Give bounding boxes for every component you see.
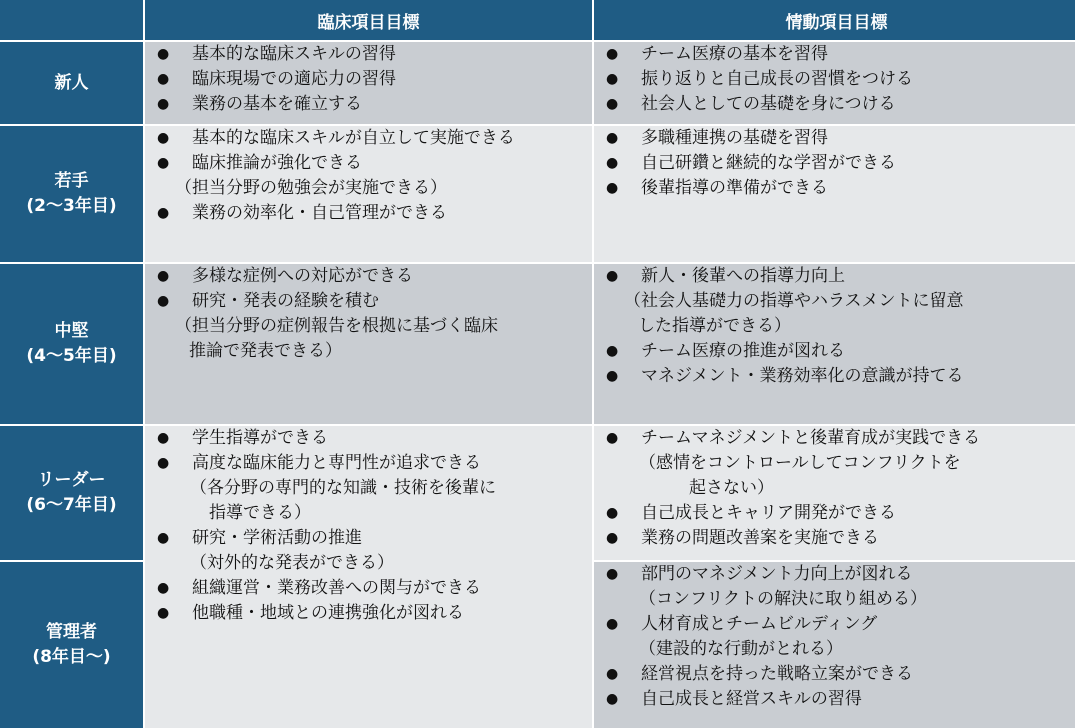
list-item-text: 社会人としての基礎を身につける — [641, 94, 896, 114]
list-item-text: チームマネジメントと後輩育成が実践できる — [641, 428, 981, 448]
bullet-icon: ● — [606, 155, 619, 171]
list-item-text: 基本的な臨床スキルが自立して実施できる — [192, 128, 515, 148]
list-item — [594, 662, 1075, 687]
row-label-text: リーダー — [37, 470, 106, 490]
list-item — [594, 687, 1075, 712]
list-subnote: （社会人基礎力の指導やハラスメントに留意 — [624, 291, 964, 311]
list-item-text: 部門のマネジメント力向上が図れる — [641, 564, 913, 584]
list-item-text: 臨床推論が強化できる — [192, 153, 362, 173]
list-subnote: （感情をコントロールしてコンフリクトを — [639, 453, 961, 473]
list-item — [145, 201, 592, 226]
list-item-text: 臨床現場での適応力の習得 — [192, 69, 396, 89]
bullet-icon: ● — [157, 530, 170, 546]
row-label-leader — [0, 426, 143, 560]
list-item-text: 基本的な臨床スキルの習得 — [192, 44, 396, 64]
list-item — [594, 526, 1075, 551]
row-label-text: 中堅 — [54, 321, 89, 341]
list-subnote: （担当分野の勉強会が実施できる） — [175, 178, 447, 198]
list-item — [145, 92, 592, 117]
cell-leader-manager-clinical — [145, 426, 592, 728]
list-item — [594, 426, 1075, 451]
list-item — [145, 67, 592, 92]
list-item-text: チーム医療の基本を習得 — [641, 44, 828, 64]
list-item — [594, 364, 1075, 389]
list-subnote: （コンフリクトの解決に取り組める） — [639, 589, 927, 609]
list-item — [145, 526, 592, 551]
header-clinical: 臨床項目目標 — [145, 0, 592, 40]
bullet-icon: ● — [606, 96, 619, 112]
list-item — [145, 126, 592, 151]
row-label-text: (2〜3年目) — [26, 196, 117, 216]
row-label-text: 管理者 — [46, 622, 97, 642]
list-item-text: 業務の問題改善案を実施できる — [641, 528, 879, 548]
list-item-text: 多職種連携の基礎を習得 — [641, 128, 828, 148]
list-item — [145, 576, 592, 601]
row-label-text: (8年目〜) — [32, 647, 111, 667]
list-item-text: 新人・後輩への指導力向上 — [641, 266, 845, 286]
cell-newcomer-clinical — [145, 42, 592, 124]
bullet-icon: ● — [157, 71, 170, 87]
list-item-text: 自己成長とキャリア開発ができる — [641, 503, 896, 523]
list-subnote: した指導ができる） — [638, 316, 791, 336]
list-item — [145, 426, 592, 451]
header-emotional: 情動項目目標 — [594, 0, 1075, 40]
list-item — [594, 42, 1075, 67]
list-item-text: マネジメント・業務効率化の意識が持てる — [641, 366, 964, 386]
list-item-text: 振り返りと自己成長の習慣をつける — [641, 69, 913, 89]
bullet-icon: ● — [157, 96, 170, 112]
list-item — [594, 612, 1075, 637]
row-label-text: 若手 — [54, 171, 89, 191]
list-subnote: （各分野の専門的な知識・技術を後輩に — [190, 478, 496, 498]
bullet-icon: ● — [157, 455, 170, 471]
list-item — [594, 501, 1075, 526]
list-subnote: （担当分野の症例報告を根拠に基づく臨床 — [175, 316, 498, 336]
row-label-junior — [0, 126, 143, 262]
list-item — [594, 126, 1075, 151]
bullet-icon: ● — [606, 566, 619, 582]
row-label-text: (4〜5年目) — [26, 346, 117, 366]
row-label-newcomer — [0, 42, 143, 124]
bullet-icon: ● — [157, 430, 170, 446]
cell-midcareer-emotional — [594, 264, 1075, 424]
row-label-text: 新人 — [54, 72, 89, 93]
list-item-text: 高度な臨床能力と専門性が追求できる — [192, 453, 481, 473]
list-item-text: チーム医療の推進が図れる — [641, 341, 845, 361]
bullet-icon: ● — [606, 343, 619, 359]
bullet-icon: ● — [606, 368, 619, 384]
bullet-icon: ● — [606, 666, 619, 682]
list-item — [145, 264, 592, 289]
list-item — [594, 339, 1075, 364]
list-item-text: 他職種・地域との連携強化が図れる — [192, 603, 464, 623]
list-item-text: 人材育成とチームビルディング — [641, 614, 878, 634]
list-subnote: （対外的な発表ができる） — [190, 553, 394, 573]
list-item-text: 組織運営・業務改善への関与ができる — [192, 578, 481, 598]
list-item-text: 後輩指導の準備ができる — [641, 178, 828, 198]
list-item-text: 経営視点を持った戦略立案ができる — [641, 664, 913, 684]
bullet-icon: ● — [157, 268, 170, 284]
header-corner — [0, 0, 143, 40]
bullet-icon: ● — [606, 505, 619, 521]
cell-leader-emotional — [594, 426, 1075, 560]
list-item-text: 多様な症例への対応ができる — [192, 266, 413, 286]
bullet-icon: ● — [157, 580, 170, 596]
bullet-icon: ● — [606, 46, 619, 62]
list-item — [594, 176, 1075, 201]
list-item — [594, 264, 1075, 289]
list-item-text: 自己成長と経営スキルの習得 — [641, 689, 862, 709]
bullet-icon: ● — [606, 71, 619, 87]
bullet-icon: ● — [606, 691, 619, 707]
row-label-text: (6〜7年目) — [26, 495, 117, 515]
list-item — [594, 67, 1075, 92]
list-item — [145, 601, 592, 626]
bullet-icon: ● — [157, 205, 170, 221]
bullet-icon: ● — [157, 130, 170, 146]
list-item-text: 業務の基本を確立する — [192, 94, 362, 114]
cell-midcareer-clinical — [145, 264, 592, 424]
list-item — [594, 151, 1075, 176]
bullet-icon: ● — [157, 155, 170, 171]
bullet-icon: ● — [606, 180, 619, 196]
cell-newcomer-emotional — [594, 42, 1075, 124]
bullet-icon: ● — [157, 46, 170, 62]
bullet-icon: ● — [606, 268, 619, 284]
list-subnote: 起さない） — [689, 478, 774, 498]
list-item — [145, 151, 592, 176]
row-label-manager — [0, 562, 143, 728]
list-item-text: 研究・学術活動の推進 — [192, 528, 362, 548]
list-subnote: （建設的な行動がとれる） — [639, 639, 843, 659]
bullet-icon: ● — [606, 616, 619, 632]
cell-manager-emotional — [594, 562, 1075, 728]
bullet-icon: ● — [157, 605, 170, 621]
list-item — [145, 289, 592, 314]
list-item-text: 学生指導ができる — [192, 428, 328, 448]
list-item — [145, 451, 592, 476]
list-item-text: 自己研鑽と継続的な学習ができる — [641, 153, 896, 173]
bullet-icon: ● — [157, 293, 170, 309]
bullet-icon: ● — [606, 430, 619, 446]
bullet-icon: ● — [606, 530, 619, 546]
bullet-icon: ● — [606, 130, 619, 146]
list-item-text: 業務の効率化・自己管理ができる — [192, 203, 447, 223]
row-label-midcareer — [0, 264, 143, 424]
list-item-text: 研究・発表の経験を積む — [192, 291, 379, 311]
cell-junior-clinical — [145, 126, 592, 262]
list-item — [594, 92, 1075, 117]
list-item — [145, 42, 592, 67]
list-item — [594, 562, 1075, 587]
cell-junior-emotional — [594, 126, 1075, 262]
list-subnote: 指導できる） — [209, 503, 311, 523]
list-subnote: 推論で発表できる） — [189, 341, 342, 361]
